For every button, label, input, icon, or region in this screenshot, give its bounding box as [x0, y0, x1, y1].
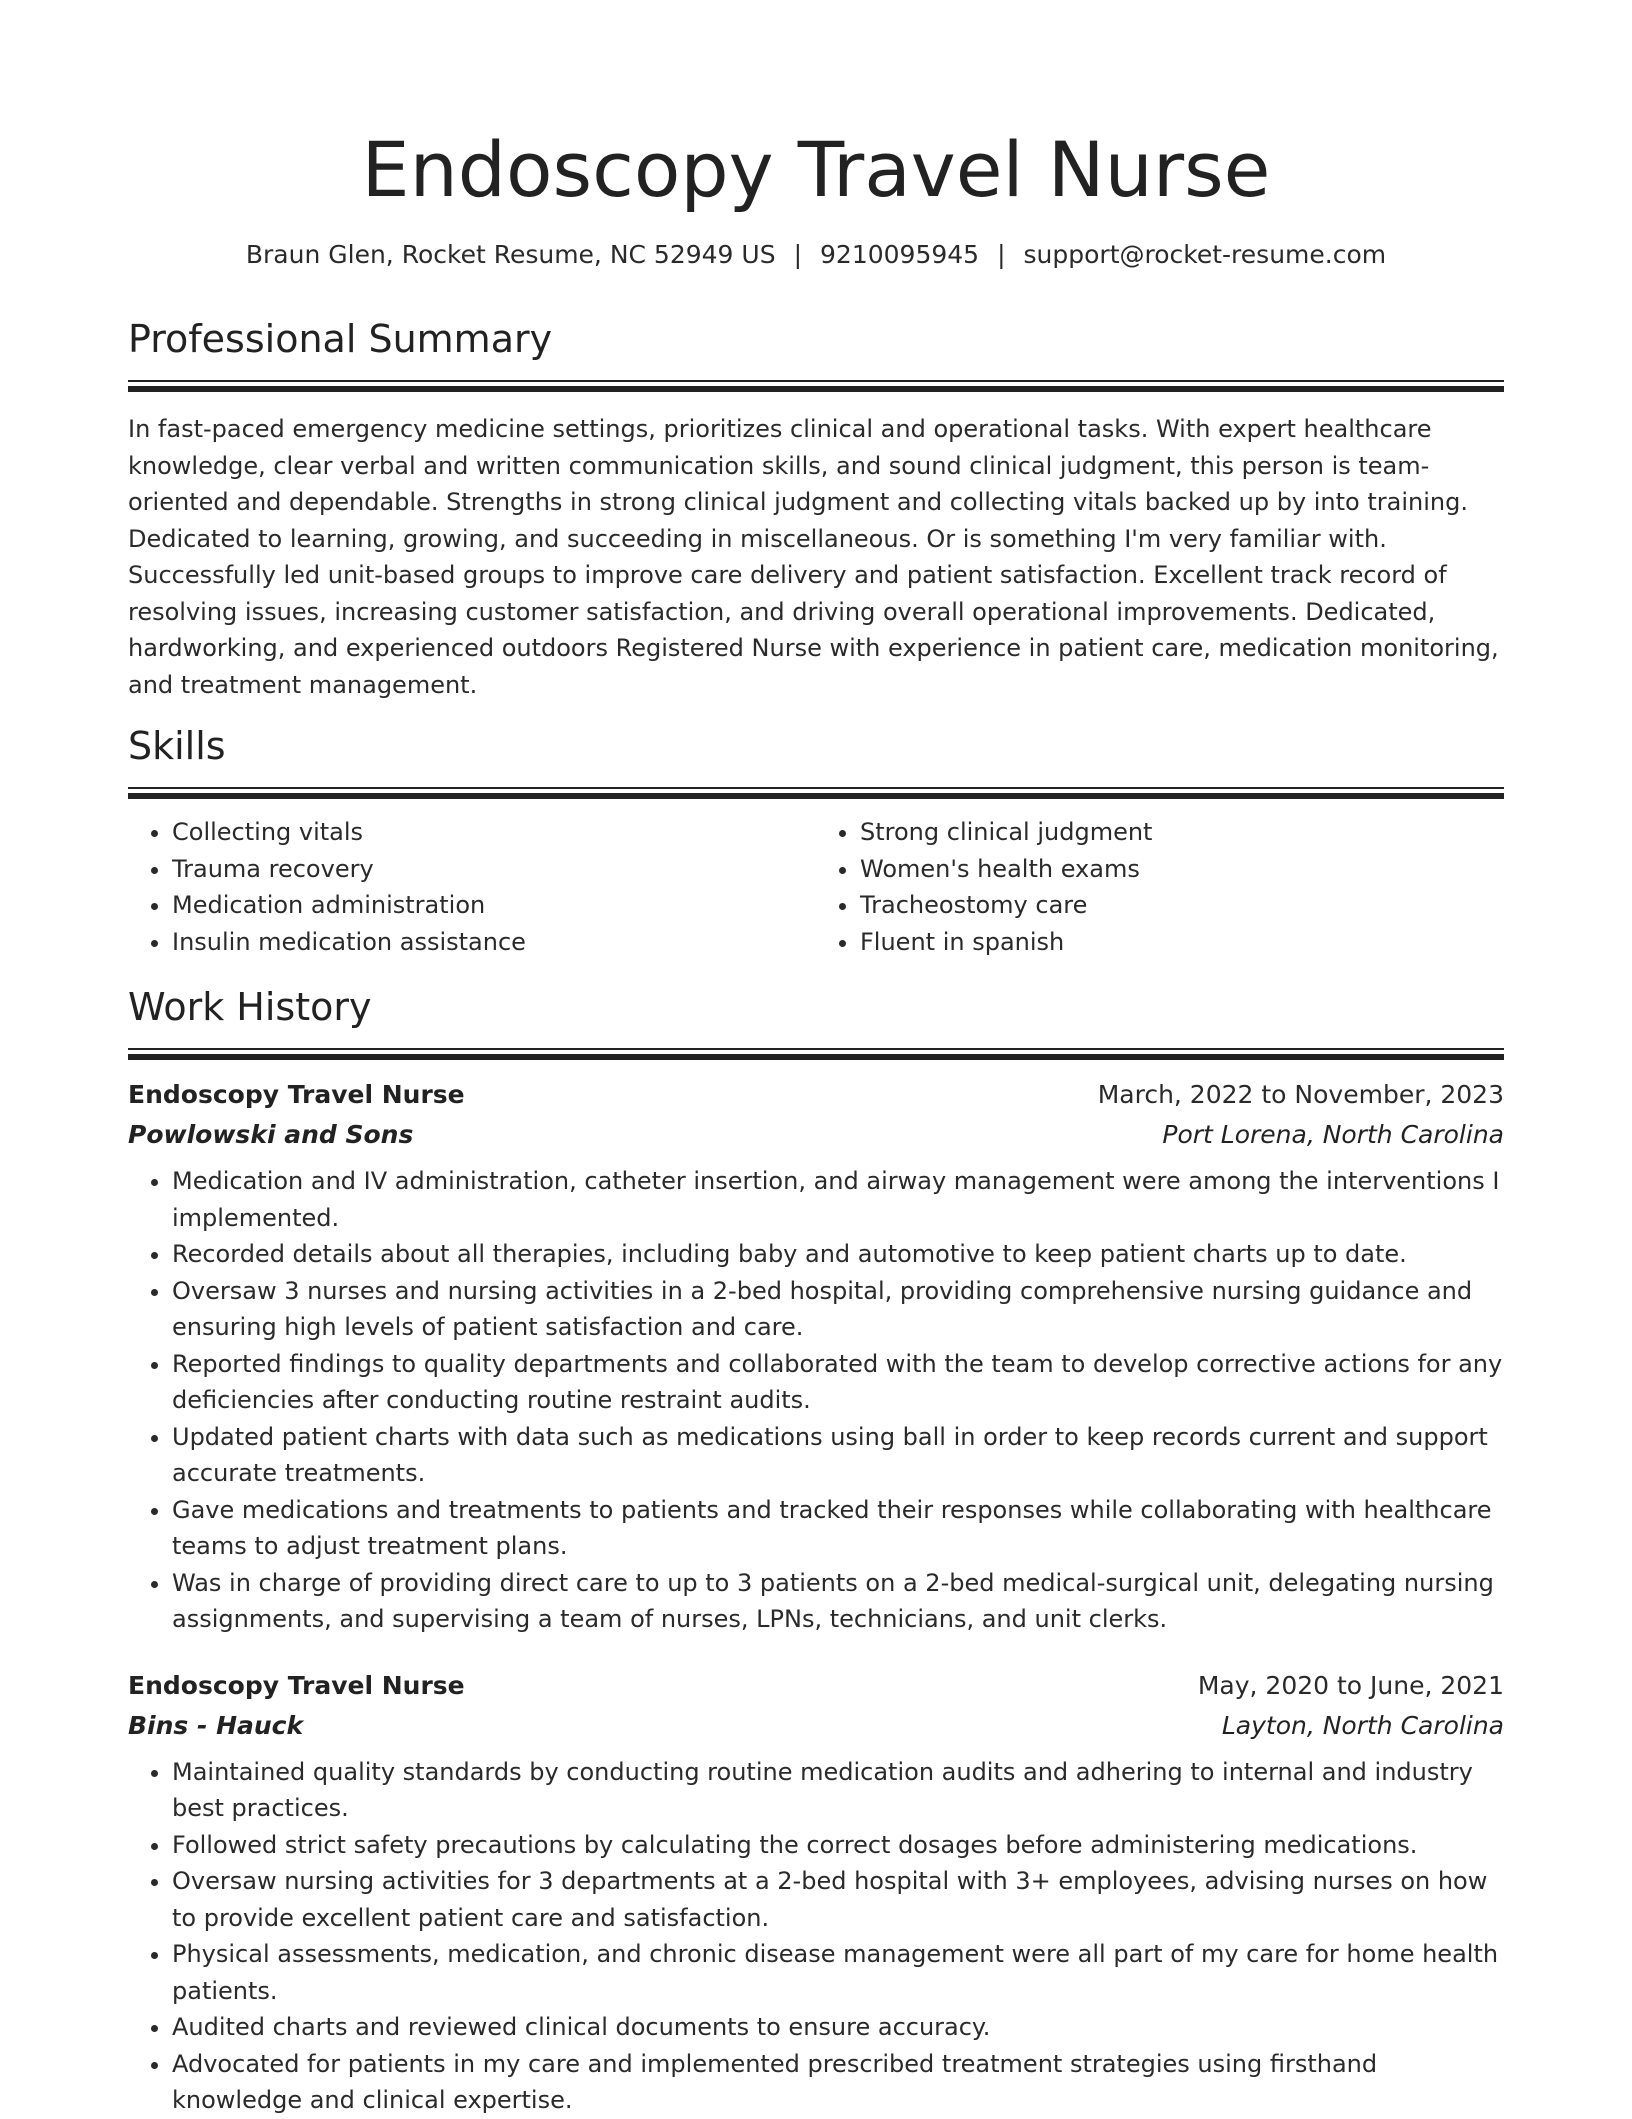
job-company: Bins - Hauck — [128, 1710, 304, 1740]
job-location: Port Lorena, North Carolina — [1162, 1120, 1504, 1149]
job-entry — [128, 1075, 1504, 1638]
job-bullet: • Advocated for patients in my care and implemented prescribed treatment strategies using firsthand knowledge and clinical expertise. — [172, 2046, 1504, 2119]
work-history-section — [128, 982, 1504, 2119]
section-title-skills: Skills — [128, 724, 226, 768]
job-dates: March, 2022 to November, 2023 — [1097, 1080, 1504, 1109]
summary-text: In fast-paced emergency medicine settings, prioritizes clinical and operational tasks. With expert healthcare knowledge, clear verbal and written communication skills, and sound clinical judgment, this person is team-oriented and dependable. Strengths in strong clinical judgment and collecting vitals backed up by into training. Dedicated to learning, growing, and succeeding in miscellaneous. Or is something I'm very familiar with. Successfully led unit-based groups to improve care delivery and patient satisfaction. Excellent track record of resolving issues, increasing customer satisfaction, and driving overall operational improvements. Dedicated, hardworking, and experienced outdoors Registered Nurse with experience in patient care, medication monitoring, and treatment management. — [128, 415, 1499, 699]
contact-email[interactable]: support@rocket-resume.com — [1023, 240, 1387, 269]
skills-list-left — [128, 814, 816, 960]
job-bullet: • Maintained quality standards by conducting routine medication audits and adhering to internal and industry best practices. — [172, 1754, 1504, 1827]
job-header — [128, 1666, 1504, 1706]
job-bullet: • Reported findings to quality departments and collaborated with the team to develop corrective actions for any deficiencies after conducting routine restraint audits. — [172, 1346, 1504, 1419]
job-company: Powlowski and Sons — [128, 1120, 414, 1149]
job-bullet: • Recorded details about all therapies, including baby and automotive to keep patient charts up to date. — [172, 1236, 1504, 1273]
job-bullet: • Oversaw 3 nurses and nursing activities in a 2-bed hospital, providing comprehensive nursing guidance and ensuring high levels of patient satisfaction and care. — [172, 1273, 1504, 1346]
job-title: Endoscopy Travel Nurse — [128, 1080, 465, 1109]
skill-item: • Tracheostomy care — [860, 887, 1504, 924]
skill-item: • Collecting vitals — [172, 814, 816, 851]
job-bullet: • Followed strict safety precautions by calculating the correct dosages before administering medications. — [172, 1827, 1504, 1864]
section-title-summary: Professional Summary — [128, 317, 553, 361]
job-bullet: • Was in charge of providing direct care to up to 3 patients on a 2-bed medical-surgical unit, delegating nursing assignments, and supervising a team of nurses, LPNs, technicians, and unit clerks. — [172, 1565, 1504, 1638]
skill-item: • Women's health exams — [860, 851, 1504, 888]
job-header — [128, 1075, 1504, 1115]
job-bullet: • Medication and IV administration, catheter insertion, and airway management were among the interventions I implemented. — [172, 1163, 1504, 1236]
skill-item: • Trauma recovery — [172, 851, 816, 888]
contact-phone: 9210095945 — [820, 240, 980, 269]
job-bullet: • Gave medications and treatments to patients and tracked their responses while collaborating with healthcare teams to adjust treatment plans. — [172, 1492, 1504, 1565]
contact-separator: | — [793, 240, 803, 269]
job-entry — [128, 1666, 1504, 2119]
job-subheader — [128, 1706, 1504, 1746]
job-dates: May, 2020 to June, 2021 — [1197, 1670, 1504, 1700]
section-divider — [128, 1048, 1504, 1059]
section-title-work-history: Work History — [128, 985, 372, 1029]
skill-item: • Medication administration — [172, 887, 816, 924]
job-bullet: • Updated patient charts with data such as medications using ball in order to keep records current and support accurate treatments. — [172, 1419, 1504, 1492]
job-title: Endoscopy Travel Nurse — [128, 1670, 465, 1700]
skill-item: • Fluent in spanish — [860, 924, 1504, 961]
skills-section — [128, 721, 1504, 960]
job-bullet: • Physical assessments, medication, and chronic disease management were all part of my care for home health patients. — [172, 1936, 1504, 2009]
summary-section — [128, 314, 1504, 703]
contact-line — [128, 238, 1504, 272]
job-bullet: • Audited charts and reviewed clinical documents to ensure accuracy. — [172, 2009, 1504, 2046]
contact-separator: | — [997, 240, 1006, 269]
skill-item: • Strong clinical judgment — [860, 814, 1504, 851]
job-subheader — [128, 1115, 1504, 1155]
skill-item: • Insulin medication assistance — [172, 924, 816, 961]
skills-list-right — [816, 814, 1504, 960]
section-divider — [128, 787, 1504, 798]
section-divider — [128, 380, 1504, 391]
job-location: Layton, North Carolina — [1221, 1710, 1504, 1740]
contact-address: Braun Glen, Rocket Resume, NC 52949 US — [245, 240, 776, 269]
job-bullets — [128, 1163, 1504, 1638]
skills-columns — [128, 814, 1504, 960]
job-bullet: • Oversaw nursing activities for 3 departments at a 2-bed hospital with 3+ employees, advising nurses on how to provide excellent patient care and satisfaction. — [172, 1863, 1504, 1936]
candidate-name: Endoscopy Travel Nurse — [361, 125, 1271, 214]
job-bullets — [128, 1754, 1504, 2119]
resume-page — [128, 0, 1504, 2119]
